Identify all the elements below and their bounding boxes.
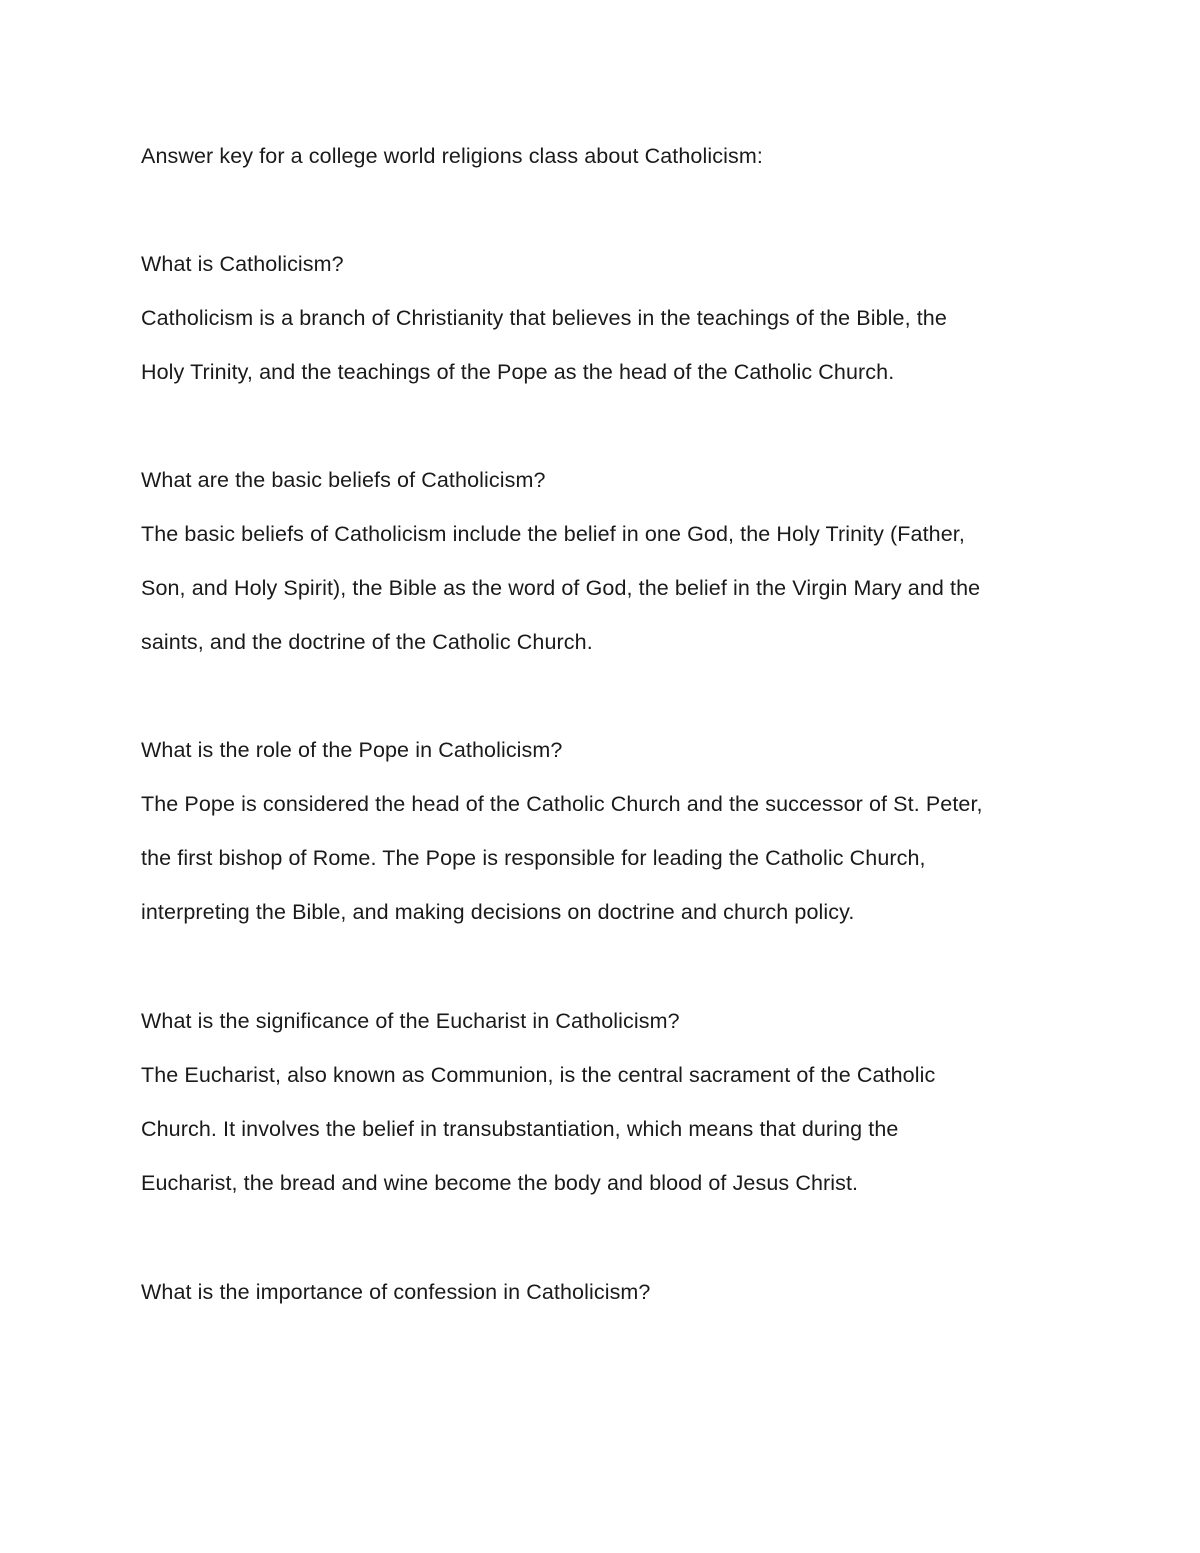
document-intro: Answer key for a college world religions class about Catholicism:	[141, 144, 763, 168]
answer-2-line-3: saints, and the doctrine of the Catholic Church.	[141, 630, 593, 654]
answer-4-line-2: Church. It involves the belief in transubstantiation, which means that during the	[141, 1117, 899, 1141]
answer-1-line-1: Catholicism is a branch of Christianity that believes in the teachings of the Bible, the	[141, 306, 947, 330]
answer-2-line-2: Son, and Holy Spirit), the Bible as the word of God, the belief in the Virgin Mary and the	[141, 576, 981, 600]
question-4: What is the significance of the Eucharist in Catholicism?	[141, 1009, 680, 1033]
answer-3-line-1: The Pope is considered the head of the Catholic Church and the successor of St. Peter,	[141, 792, 983, 816]
question-3: What is the role of the Pope in Catholicism?	[141, 738, 563, 762]
question-2: What are the basic beliefs of Catholicism?	[141, 468, 546, 492]
answer-4-line-1: The Eucharist, also known as Communion, is the central sacrament of the Catholic	[141, 1063, 936, 1087]
answer-1-line-2: Holy Trinity, and the teachings of the Pope as the head of the Catholic Church.	[141, 360, 895, 384]
answer-3-line-2: the first bishop of Rome. The Pope is responsible for leading the Catholic Church,	[141, 846, 926, 870]
answer-4-line-3: Eucharist, the bread and wine become the body and blood of Jesus Christ.	[141, 1171, 859, 1195]
answer-2-line-1: The basic beliefs of Catholicism include the belief in one God, the Holy Trinity (Father,	[141, 522, 965, 546]
question-1: What is Catholicism?	[141, 252, 344, 276]
answer-3-line-3: interpreting the Bible, and making decisions on doctrine and church policy.	[141, 900, 855, 924]
question-5: What is the importance of confession in Catholicism?	[141, 1280, 651, 1304]
